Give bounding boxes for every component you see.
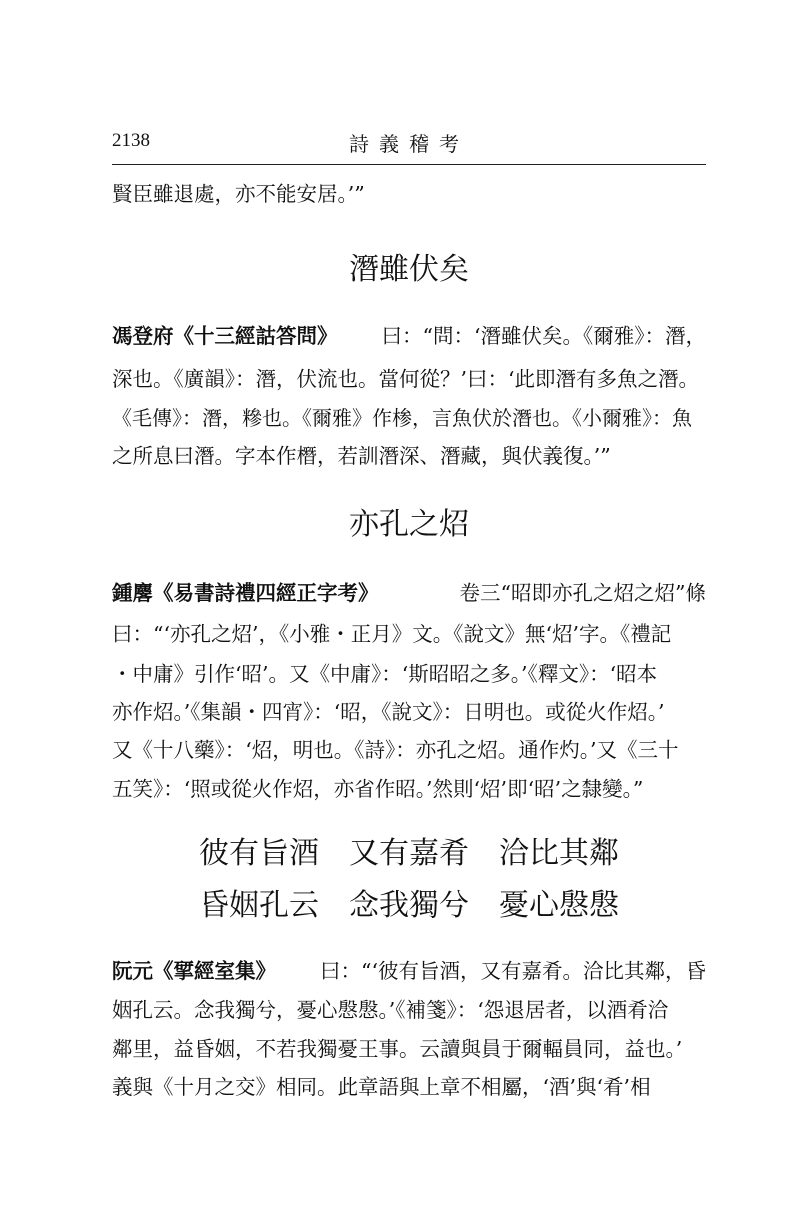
text-segment: 曰：“問：‘潛雖伏矣。《爾雅》：潛， [381, 324, 706, 348]
text-line: 又《十八藥》：‘炤，明也。《詩》：亦孔之炤。通作灼。’又《三十 [112, 738, 679, 762]
text-line [112, 956, 706, 986]
text-line: 曰：“‘亦孔之炤’，《小雅・正月》文。《說文》無‘炤’字。《禮記 [112, 622, 672, 646]
source-citation: 馮登府《十三經詁答問》 [112, 324, 338, 348]
section-heading: 亦孔之炤 [349, 507, 469, 542]
verse-line: 彼有旨酒 又有嘉肴 洽比其鄰 [199, 836, 619, 871]
running-header [112, 128, 706, 164]
text-line: 義與《十月之交》相同。此章語與上章不相屬，‘酒’與‘肴’相 [112, 1075, 651, 1099]
verse-line: 昏姻孔云 念我獨兮 憂心慇慇 [199, 888, 619, 923]
page-number: 2138 [112, 130, 150, 151]
text-line: 賢臣雖退處，亦不能安居。’” [112, 182, 365, 206]
text-line: 鄰里，益昏姻，不若我獨憂王事。云讀與員于爾輻員同，益也。’ [112, 1037, 683, 1061]
text-line: 亦作炤。’《集韻・四宵》：‘昭，《說文》：日明也。或從火作炤。’ [112, 700, 665, 724]
header-rule [112, 164, 706, 165]
source-citation: 阮元《揅經室集》 [112, 959, 276, 983]
text-line [112, 578, 706, 608]
text-line: 姻孔云。念我獨兮，憂心慇慇。’《補箋》：‘怨退居者，以酒肴洽 [112, 998, 669, 1022]
text-line: 深也。《廣韻》：潛，伏流也。當何從？’曰：‘此即潛有多魚之潛。 [112, 367, 700, 391]
text-segment: 曰：“‘彼有旨酒，又有嘉肴。洽比其鄰，昏 [320, 959, 706, 983]
text-line [112, 321, 706, 351]
text-line: 之所息曰潛。字本作橬，若訓潛深、潛藏，與伏義復。’” [112, 444, 611, 468]
text-line: ・中庸》引作‘昭’。又《中庸》：‘斯昭昭之多。’《釋文》：‘昭本 [112, 662, 658, 686]
text-line: 五笑》：‘照或從火作炤，亦省作昭。’然則‘炤’即‘昭’之隸變。” [112, 777, 644, 801]
section-heading: 潛雖伏矣 [349, 252, 469, 287]
text-line: 《毛傳》：潛，糝也。《爾雅》作椮，言魚伏於潛也。《小爾雅》：魚 [112, 406, 692, 430]
source-citation: 鍾麐《易書詩禮四經正字考》 [112, 581, 379, 605]
running-title: 詩義稽考 [349, 132, 469, 156]
text-segment: 卷三“昭即亦孔之炤之炤”條 [459, 581, 706, 605]
